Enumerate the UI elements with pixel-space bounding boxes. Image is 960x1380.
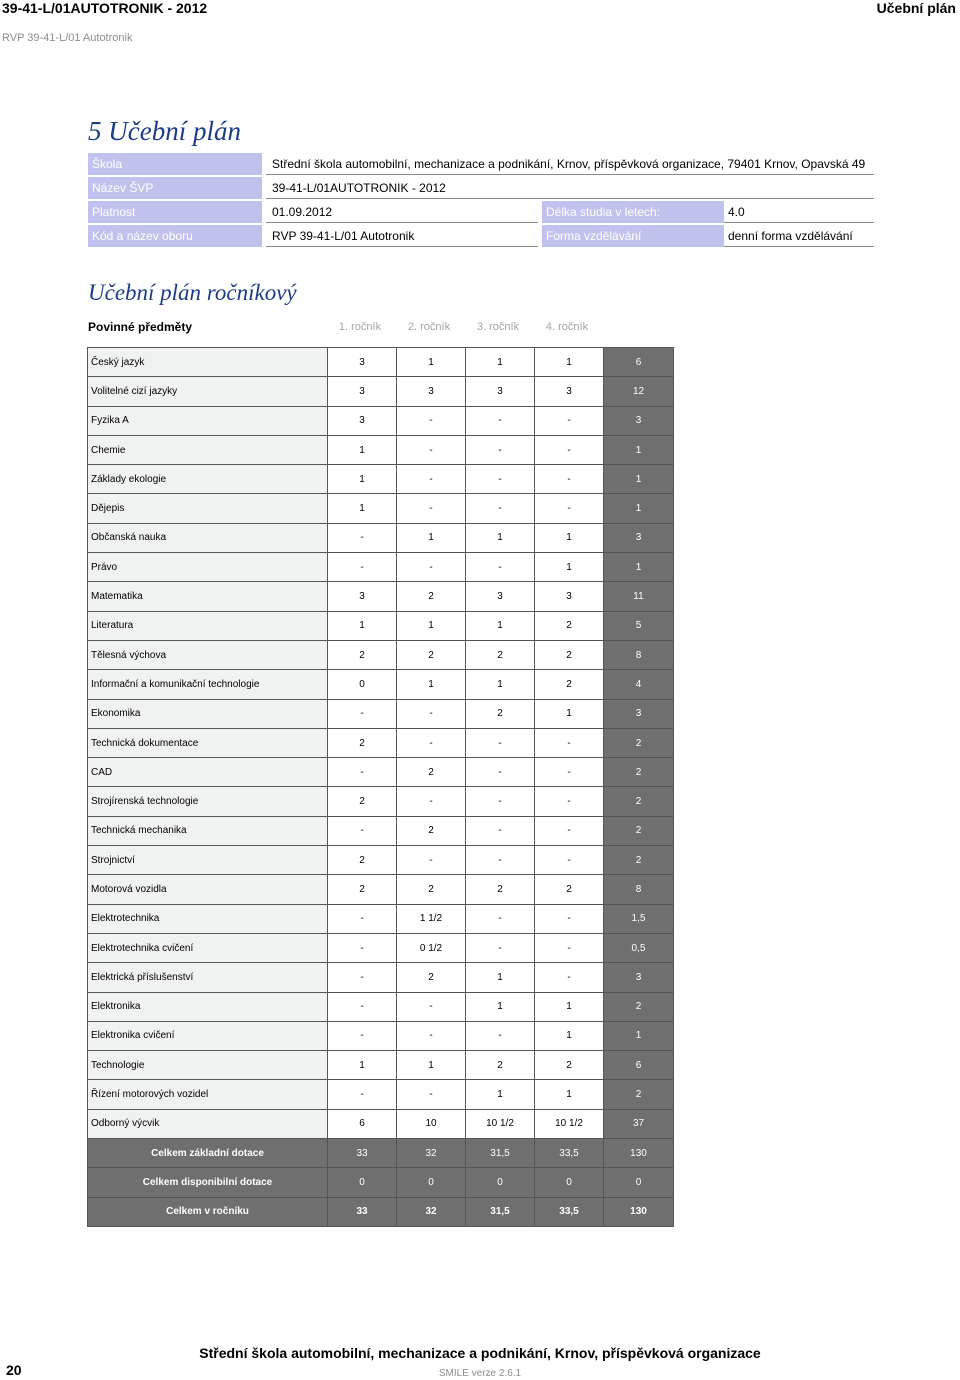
hours-cell: - [397,992,466,1021]
hours-cell: 2 [397,963,466,992]
hours-cell: - [328,1021,397,1050]
subject-name: Elektrická příslušenství [88,963,328,992]
hours-cell: - [466,465,535,494]
table-row [88,963,674,992]
subject-name: Matematika [88,582,328,611]
table-row [88,758,674,787]
table-row [88,816,674,845]
hours-cell: 3 [328,377,397,406]
table-row [88,846,674,875]
hours-cell: - [397,1080,466,1109]
hours-cell: 1 [397,670,466,699]
hours-cell: 3 [535,582,604,611]
hours-cell: - [466,758,535,787]
hours-cell: 2 [397,816,466,845]
hours-cell: 1 [397,1051,466,1080]
total-cell: 1 [604,465,674,494]
hours-cell: - [535,494,604,523]
hours-cell: 1 [466,348,535,377]
total-cell: 6 [604,1051,674,1080]
hours-cell: 0 [535,1168,604,1197]
table-row [88,670,674,699]
total-cell: 3 [604,523,674,552]
table-row [88,406,674,435]
total-cell: 8 [604,875,674,904]
hours-cell: 1 [328,465,397,494]
table-row [88,377,674,406]
hours-cell: 6 [328,1109,397,1138]
hours-cell: - [397,699,466,728]
year-header: 2. ročník [407,321,451,333]
subjects-header: Povinné předměty [88,320,193,334]
hours-cell: 1 [466,611,535,640]
total-cell: 2 [604,758,674,787]
hours-cell: - [397,406,466,435]
hours-cell: 2 [328,846,397,875]
hours-cell: 1 [535,992,604,1021]
hours-cell: 2 [328,787,397,816]
total-cell: 130 [604,1197,674,1226]
hours-cell: 1 [535,1080,604,1109]
hours-cell: 2 [535,640,604,669]
subject-name: Chemie [88,435,328,464]
table-row [88,1080,674,1109]
subject-name: Základy ekologie [88,465,328,494]
table-row [88,787,674,816]
info-label: Kód a název oboru [88,225,262,247]
hours-cell: - [535,406,604,435]
hours-cell: 1 [397,348,466,377]
hours-cell: 2 [328,640,397,669]
hours-cell: - [328,553,397,582]
total-cell: 8 [604,640,674,669]
table-row [88,582,674,611]
info-label: Forma vzdělávání [542,225,724,247]
hours-cell: 2 [535,1051,604,1080]
hours-cell: - [535,728,604,757]
info-value: 4.0 [724,201,874,223]
hours-cell: 2 [535,875,604,904]
plan-title: Učební plán ročníkový [88,280,297,305]
info-row-platnost [88,201,874,223]
total-cell: 5 [604,611,674,640]
total-cell: 3 [604,699,674,728]
hours-cell: - [328,816,397,845]
hours-cell: 0 [466,1168,535,1197]
total-cell: 3 [604,963,674,992]
hours-cell: 2 [397,582,466,611]
hours-cell: - [535,963,604,992]
table-row [88,611,674,640]
hours-cell: 1 [466,992,535,1021]
section-title: 5 Učební plán [88,116,241,146]
hours-cell: 2 [466,640,535,669]
page-number: 20 [6,1362,22,1378]
table-row [88,1197,674,1226]
subject-name: Právo [88,553,328,582]
info-row-skola [88,153,874,175]
table-row [88,875,674,904]
subject-name: Celkem základní dotace [88,1139,328,1168]
table-row [88,699,674,728]
hours-cell: 33,5 [535,1139,604,1168]
hours-cell: 1 [535,553,604,582]
hours-cell: - [535,465,604,494]
hours-cell: - [466,904,535,933]
hours-cell: 3 [466,377,535,406]
subject-name: Fyzika A [88,406,328,435]
subject-name: Strojnictví [88,846,328,875]
year-header: 3. ročník [476,321,520,333]
hours-cell: 2 [535,611,604,640]
hours-cell: 1 [466,1080,535,1109]
hours-cell: - [466,406,535,435]
hours-cell: 2 [397,640,466,669]
subject-name: Technologie [88,1051,328,1080]
hours-cell: 1 [328,435,397,464]
hours-cell: 2 [397,758,466,787]
subject-name: Odborný výcvik [88,1109,328,1138]
total-cell: 0,5 [604,933,674,962]
hours-cell: 1 [535,699,604,728]
subject-name: Občanská nauka [88,523,328,552]
hours-cell: 2 [466,1051,535,1080]
total-cell: 2 [604,816,674,845]
hours-cell: 1 [535,1021,604,1050]
subject-name: Elektrotechnika cvičení [88,933,328,962]
footer-school: Střední škola automobilní, mechanizace a podnikání, Krnov, příspěvková organizace [199,1345,761,1361]
table-row [88,348,674,377]
hours-cell: 1 [466,523,535,552]
info-value: denní forma vzdělávání [724,225,874,247]
info-value: RVP 39-41-L/01 Autotronik [266,225,538,247]
total-cell: 0 [604,1168,674,1197]
hours-cell: - [397,728,466,757]
hours-cell: - [328,523,397,552]
hours-cell: - [466,1021,535,1050]
hours-cell: - [466,435,535,464]
subject-name: Technická mechanika [88,816,328,845]
total-cell: 2 [604,787,674,816]
hours-cell: 3 [328,348,397,377]
hours-cell: 33,5 [535,1197,604,1226]
hours-cell: 1 [466,670,535,699]
hours-cell: - [535,435,604,464]
hours-cell: - [535,758,604,787]
table-row [88,933,674,962]
year-header: 4. ročník [545,321,589,333]
total-cell: 130 [604,1139,674,1168]
hours-cell: - [535,904,604,933]
hours-cell: - [328,1080,397,1109]
hours-cell: - [535,846,604,875]
hours-cell: - [397,787,466,816]
total-cell: 12 [604,377,674,406]
hours-cell: 1 [535,348,604,377]
hours-cell: - [397,846,466,875]
hours-cell: - [466,728,535,757]
hours-cell: - [397,435,466,464]
subject-name: Motorová vozidla [88,875,328,904]
hours-cell: 31,5 [466,1139,535,1168]
hours-cell: 3 [397,377,466,406]
subject-name: Strojírenská technologie [88,787,328,816]
hours-cell: 2 [466,875,535,904]
hours-cell: - [397,553,466,582]
document-title: 39-41-L/01AUTOTRONIK - 2012 [2,0,208,16]
hours-cell: 2 [466,699,535,728]
hours-cell: 3 [466,582,535,611]
table-row [88,1168,674,1197]
total-cell: 2 [604,992,674,1021]
subject-name: Dějepis [88,494,328,523]
total-cell: 4 [604,670,674,699]
table-row [88,1109,674,1138]
table-row [88,1139,674,1168]
subject-name: Elektronika cvičení [88,1021,328,1050]
total-cell: 1 [604,553,674,582]
subject-name: Celkem disponibilní dotace [88,1168,328,1197]
subject-name: Celkem v ročníku [88,1197,328,1226]
hours-cell: - [328,699,397,728]
total-cell: 37 [604,1109,674,1138]
table-row [88,465,674,494]
subject-name: Český jazyk [88,348,328,377]
hours-cell: 0 [328,1168,397,1197]
table-row [88,523,674,552]
hours-cell: 2 [328,728,397,757]
subject-name: Volitelné cizí jazyky [88,377,328,406]
hours-cell: 0 [328,670,397,699]
total-cell: 11 [604,582,674,611]
table-row [88,728,674,757]
hours-cell: - [397,494,466,523]
hours-cell: 3 [328,582,397,611]
table-row [88,435,674,464]
footer-version: SMILE verze 2.6.1 [438,1368,522,1379]
info-label: Škola [88,153,262,175]
hours-cell: 1 [397,611,466,640]
hours-cell: 1 [328,1051,397,1080]
document-subtitle: RVP 39-41-L/01 Autotronik [2,32,133,44]
hours-cell: - [397,465,466,494]
hours-cell: 1 [466,963,535,992]
subject-name: Tělesná výchova [88,640,328,669]
hours-cell: - [535,787,604,816]
info-row-kod [88,225,874,247]
hours-cell: - [328,992,397,1021]
total-cell: 1 [604,435,674,464]
table-row [88,904,674,933]
hours-cell: 32 [397,1139,466,1168]
hours-cell: 32 [397,1197,466,1226]
info-label: Délka studia v letech: [542,201,724,223]
hours-cell: - [328,758,397,787]
hours-cell: - [328,904,397,933]
hours-cell: 3 [328,406,397,435]
hours-cell: - [535,933,604,962]
subject-name: Elektronika [88,992,328,1021]
subject-name: Řízení motorových vozidel [88,1080,328,1109]
hours-cell: - [328,963,397,992]
table-row [88,494,674,523]
section-header-right: Učební plán [876,0,956,16]
hours-cell: 33 [328,1139,397,1168]
hours-cell: - [466,933,535,962]
table-row [88,640,674,669]
hours-cell: 1 1/2 [397,904,466,933]
total-cell: 2 [604,1080,674,1109]
subject-name: Informační a komunikační technologie [88,670,328,699]
hours-cell: 2 [535,670,604,699]
subject-name: Elektrotechnika [88,904,328,933]
subject-name: CAD [88,758,328,787]
total-cell: 1 [604,494,674,523]
hours-cell: 10 1/2 [466,1109,535,1138]
table-row [88,1051,674,1080]
hours-cell: - [466,553,535,582]
info-label: Název ŠVP [88,177,262,199]
hours-cell: 1 [328,494,397,523]
info-value: Střední škola automobilní, mechanizace a podnikání, Krnov, příspěvková organizace, 79401 Krnov, Opavská 49 [266,153,874,175]
hours-cell: - [466,816,535,845]
hours-cell: 1 [535,523,604,552]
total-cell: 3 [604,406,674,435]
hours-cell: - [328,933,397,962]
hours-cell: 2 [397,875,466,904]
hours-cell: 10 [397,1109,466,1138]
table-row [88,1021,674,1050]
hours-cell: 0 [397,1168,466,1197]
plan-column-header [88,320,688,336]
subject-name: Literatura [88,611,328,640]
info-value: 39-41-L/01AUTOTRONIK - 2012 [266,177,874,199]
hours-cell: - [466,846,535,875]
info-label: Platnost [88,201,262,223]
total-cell: 2 [604,846,674,875]
total-cell: 1 [604,1021,674,1050]
hours-cell: - [466,787,535,816]
hours-cell: 3 [535,377,604,406]
info-value: 01.09.2012 [266,201,538,223]
hours-cell: - [397,1021,466,1050]
table-row [88,992,674,1021]
hours-cell: 31,5 [466,1197,535,1226]
hours-cell: 2 [328,875,397,904]
total-cell: 1,5 [604,904,674,933]
total-cell: 2 [604,728,674,757]
info-table [88,151,874,249]
total-cell: 6 [604,348,674,377]
subject-name: Ekonomika [88,699,328,728]
hours-cell: 0 1/2 [397,933,466,962]
hours-cell: - [535,816,604,845]
hours-cell: 33 [328,1197,397,1226]
table-row [88,553,674,582]
subject-name: Technická dokumentace [88,728,328,757]
hours-cell: 10 1/2 [535,1109,604,1138]
hours-cell: 1 [397,523,466,552]
hours-cell: 1 [328,611,397,640]
info-row-nazev [88,177,874,199]
curriculum-table [87,347,674,1227]
hours-cell: - [466,494,535,523]
year-header: 1. ročník [338,321,382,333]
